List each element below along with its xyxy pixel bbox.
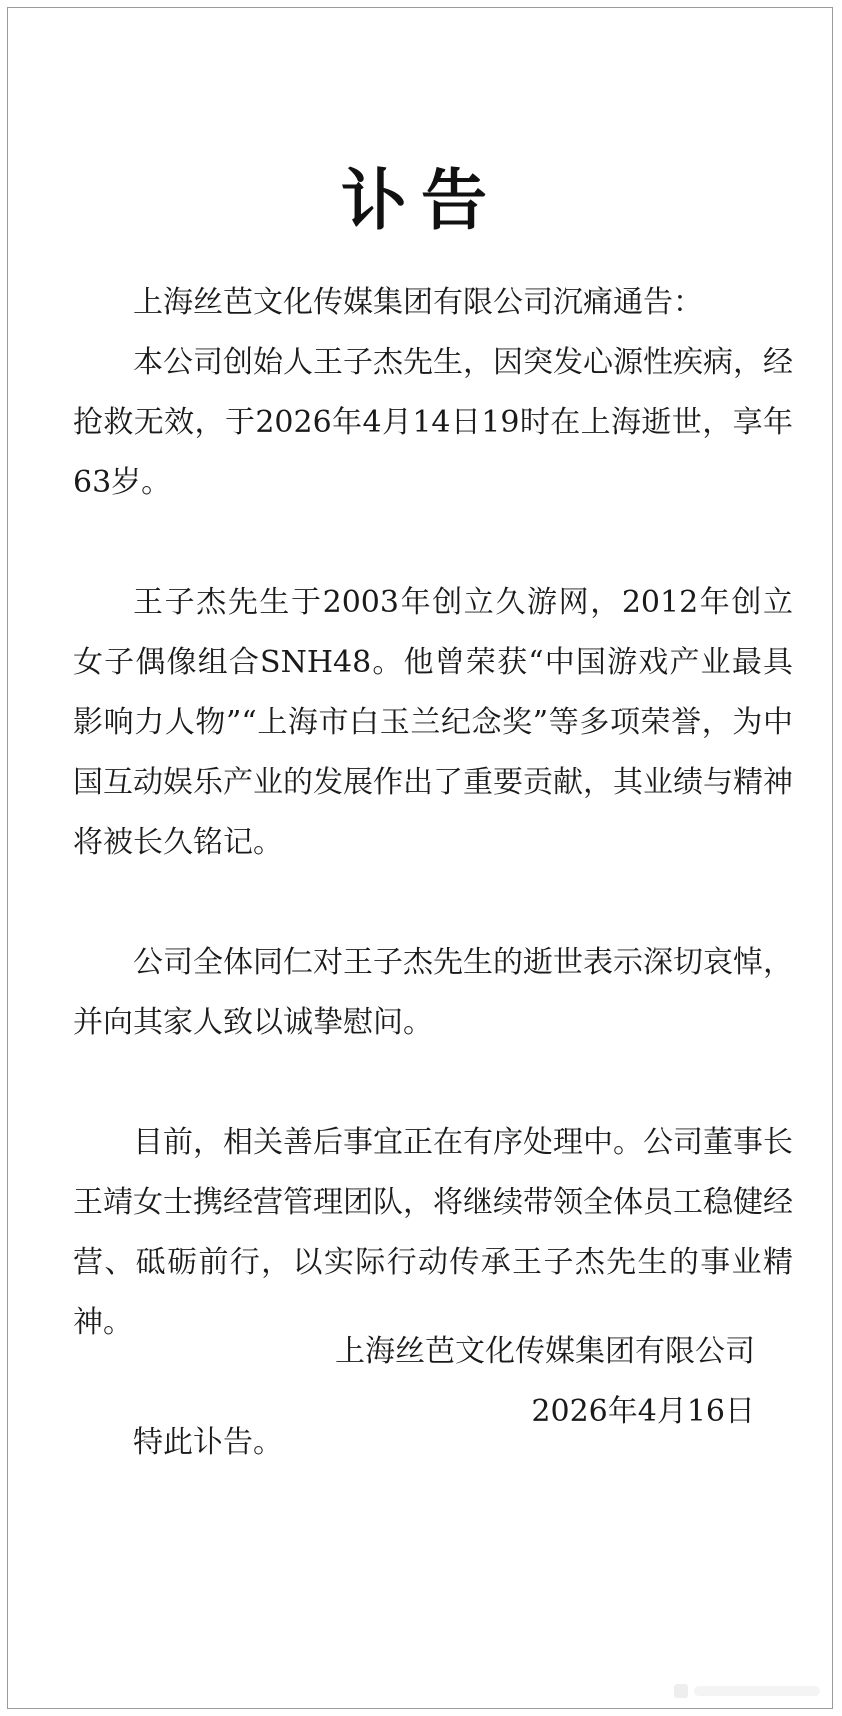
notice-closing: 特此讣告。 (133, 1425, 283, 1460)
notice-body (73, 273, 793, 1473)
notice-intro: 上海丝芭文化传媒集团有限公司沉痛通告： (133, 285, 703, 320)
notice-paragraph-condolences: 公司全体同仁对王子杰先生的逝世表示深切哀悼，并向其家人致以诚挚慰问。 (73, 945, 793, 1040)
notice-paragraph-death: 本公司创始人王子杰先生，因突发心源性疾病，经抢救无效，于2026年4月14日19时在上海逝世，享年63岁。 (73, 345, 793, 500)
notice-paragraph-achievements: 王子杰先生于2003年创立久游网，2012年创立女子偶像组合SNH48。他曾荣获“中国游戏产业最具影响力人物”“上海市白玉兰纪念奖”等多项荣誉，为中国互动娱乐产业的发展作出了重要贡献，其业绩与精神将被长久铭记。 (73, 585, 793, 860)
notice-paragraph-aftermath: 目前，相关善后事宜正在有序处理中。公司董事长王靖女士携经营管理团队，将继续带领全体员工稳健经营、砥砺前行，以实际行动传承王子杰先生的事业精神。 (73, 1125, 793, 1340)
notice-title: 讣告 (341, 162, 501, 240)
signature-company: 上海丝芭文化传媒集团有限公司 (335, 1334, 755, 1369)
signature-block (335, 1322, 755, 1442)
signature-date: 2026年4月16日 (531, 1394, 755, 1429)
watermark-graphic (674, 1680, 824, 1702)
